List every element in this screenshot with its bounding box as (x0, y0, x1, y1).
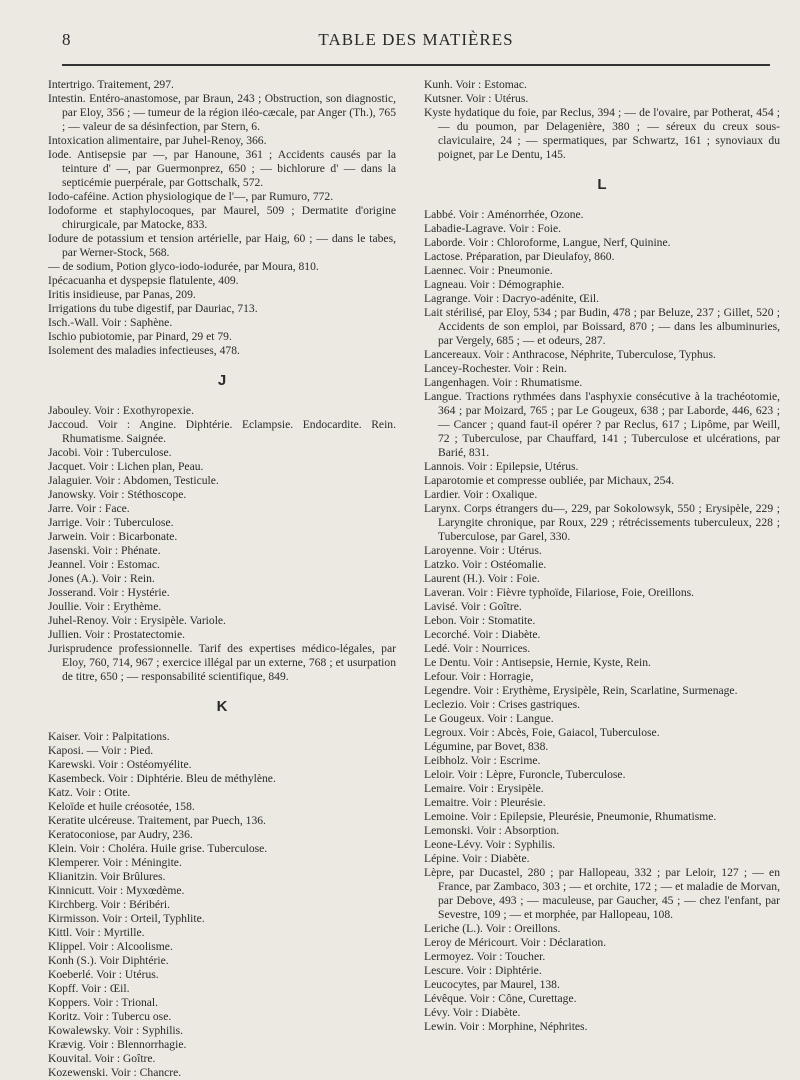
index-entry: Josserand. Voir : Hystérie. (48, 586, 170, 599)
index-entry: Klemperer. Voir : Méningite. (48, 856, 182, 869)
right-column (424, 78, 780, 1034)
index-entry: Lagrange. Voir : Dacryo-adénite, Œil. (424, 292, 600, 305)
index-entry: Kirmisson. Voir : Orteil, Typhlite. (48, 912, 205, 925)
letter-heading-k: K (216, 698, 228, 715)
index-entry: Lewin. Voir : Morphine, Néphrites. (424, 1020, 588, 1033)
index-entry: Intestin. Entéro-anastomose, par Braun, 243 ; Obstruction, son diagnostic, par Eloy, 356 ; — tumeur de la région iléo-cæcale, par Anger (Th.), 765 ; — valeur de sa désinfection, par Stern, 6. (48, 92, 396, 133)
index-entry: Kunh. Voir : Estomac. (424, 78, 527, 91)
index-entry: Jullien. Voir : Prostatectomie. (48, 628, 186, 641)
index-entry: Langenhagen. Voir : Rhumatisme. (424, 376, 583, 389)
index-entry: Labbé. Voir : Aménorrhée, Ozone. (424, 208, 584, 221)
index-entry: Lermoyez. Voir : Toucher. (424, 950, 546, 963)
page-title: TABLE DES MATIÈRES (318, 30, 514, 49)
index-entry: Klianitzin. Voir Brûlures. (48, 870, 166, 883)
entries-l (424, 208, 780, 1034)
index-entry: Kouvital. Voir : Goître. (48, 1052, 156, 1065)
index-entry: Langue. Tractions rythmées dans l'asphyxie consécutive à la trachéotomie, 364 ; par Moizard, 765 ; par Le Gougeux, 638 ; par Laborde, 446, 623 ; — Cancer ; quand faut-il opérer ? par Reclus, 617 ; Lipôme, par Weill, 72 ; Tuberculose, par Chauffard, 141 ; Tuberculose et ulcérations, par Barié, 831. (424, 390, 780, 459)
index-entry: Laparotomie et compresse oubliée, par Michaux, 254. (424, 474, 675, 487)
index-entry: Koppers. Voir : Trional. (48, 996, 159, 1009)
index-entry: Lavisé. Voir : Goître. (424, 600, 522, 613)
index-entry: Iodure de potassium et tension artérielle, par Haig, 60 ; — dans le tabes, par Werner-Stock, 568. (48, 232, 396, 259)
index-entry: Jeannel. Voir : Estomac. (48, 558, 160, 571)
index-entry: Keratoconiose, par Audry, 236. (48, 828, 193, 841)
index-entry: Ischio pubiotomie, par Pinard, 29 et 79. (48, 330, 232, 343)
index-entry: Koeberlé. Voir : Utérus. (48, 968, 159, 981)
index-entry: Konh (S.). Voir Diphtérie. (48, 954, 169, 967)
index-entry: — de sodium, Potion glyco-iodo-iodurée, par Moura, 810. (48, 260, 319, 273)
index-entry: Isolement des maladies infectieuses, 478. (48, 344, 240, 357)
index-entry: Jarre. Voir : Face. (48, 502, 130, 515)
index-entry: Lecorché. Voir : Diabète. (424, 628, 541, 641)
entries-j (48, 404, 396, 684)
index-entry: Leclezio. Voir : Crises gastriques. (424, 698, 581, 711)
index-entry: Laborde. Voir : Chloroforme, Langue, Nerf, Quinine. (424, 236, 671, 249)
index-entry: Iodoforme et staphylocoques, par Maurel, 509 ; Dermatite d'origine chirurgicale, par Matocke, 833. (48, 204, 396, 231)
index-entry: Lancey-Rochester. Voir : Rein. (424, 362, 567, 375)
index-entry: Légumine, par Bovet, 838. (424, 740, 549, 753)
index-entry: Laroyenne. Voir : Utérus. (424, 544, 542, 557)
index-entry: Lemaire. Voir : Erysipèle. (424, 782, 544, 795)
index-entry: Iritis insidieuse, par Panas, 209. (48, 288, 196, 301)
index-entry: Laennec. Voir : Pneumonie. (424, 264, 553, 277)
index-entry: Jaccoud. Voir : Angine. Diphtérie. Eclampsie. Endocardite. Rein. Rhumatisme. Saignée. (48, 418, 396, 445)
index-entry: Ledé. Voir : Nourrices. (424, 642, 531, 655)
index-entry: Lait stérilisé, par Eloy, 534 ; par Budin, 478 ; par Beluze, 237 ; Gillet, 520 ; Accidents de son emploi, par Boissard, 870 ; — dans les albuminuries, par Vergely, 685 ; — et odeurs, 287. (424, 306, 780, 347)
index-entry: Lactose. Préparation, par Dieulafoy, 860. (424, 250, 615, 263)
index-entry: Latzko. Voir : Ostéomalie. (424, 558, 547, 571)
index-entry: Keloïde et huile créosotée, 158. (48, 800, 195, 813)
index-entry: Jarrige. Voir : Tuberculose. (48, 516, 174, 529)
index-entry: Jasenski. Voir : Phénate. (48, 544, 161, 557)
index-entry: Larynx. Corps étrangers du—, 229, par Sokolowsyk, 550 ; Erysipèle, 229 ; Laryngite chronique, par Roux, 229 ; rétrécissements tuberculeux, 228 ; Tuberculose, par Garel, 330. (424, 502, 780, 543)
entries-i (48, 78, 396, 358)
index-entry: Jarwein. Voir : Bicarbonate. (48, 530, 178, 543)
index-entry: Le Dentu. Voir : Antisepsie, Hernie, Kyste, Rein. (424, 656, 651, 669)
letter-heading-l: L (597, 176, 607, 193)
index-entry: Ipécacuanha et dyspepsie flatulente, 409. (48, 274, 239, 287)
index-entry: Iodo-caféine. Action physiologique de l'—, par Rumuro, 772. (48, 190, 334, 203)
entries-k (48, 730, 396, 1080)
index-entry: Legendre. Voir : Erythème, Erysipèle, Rein, Scarlatine, Surmenage. (424, 684, 738, 697)
index-entry: Lagneau. Voir : Démographie. (424, 278, 565, 291)
index-entry: Jurisprudence professionnelle. Tarif des expertises médico-légales, par Eloy, 760, 714, 967 ; exercice illégal par un externe, 768 ; et usurpation de titre, 650 ; — responsabilité scientifique, 849. (48, 642, 396, 683)
index-entry: Kasembeck. Voir : Diphtérie. Bleu de méthylène. (48, 772, 276, 785)
index-entry: Kaposi. — Voir : Pied. (48, 744, 154, 757)
index-entry: Legroux. Voir : Abcès, Foie, Gaiacol, Tuberculose. (424, 726, 660, 739)
left-column (48, 78, 396, 1080)
index-entry: Kaiser. Voir : Palpitations. (48, 730, 170, 743)
index-entry: Jabouley. Voir : Exothyropexie. (48, 404, 194, 417)
index-entry: Koritz. Voir : Tubercu ose. (48, 1010, 172, 1023)
index-entry: Joullie. Voir : Erythème. (48, 600, 162, 613)
index-entry: Karewski. Voir : Ostéomyélite. (48, 758, 192, 771)
index-entry: Leroy de Méricourt. Voir : Déclaration. (424, 936, 607, 949)
index-entry: Lardier. Voir : Oxalique. (424, 488, 538, 501)
index-entry: Lebon. Voir : Stomatite. (424, 614, 536, 627)
index-entry: Kyste hydatique du foie, par Reclus, 394 ; — de l'ovaire, par Potherat, 454 ; — du poumon, par Delagenière, 380 ; — séreux du creux sous-claviculaire, 24 ; — spermatiques, par Schwartz, 161 ; synoviaux du poignet, par Le Dentu, 145. (424, 106, 780, 161)
index-entry: Klippel. Voir : Alcoolisme. (48, 940, 173, 953)
index-entry: Leibholz. Voir : Escrime. (424, 754, 541, 767)
index-entry: Jalaguier. Voir : Abdomen, Testicule. (48, 474, 219, 487)
index-entry: Lemoine. Voir : Epilepsie, Pleurésie, Pneumonie, Rhumatisme. (424, 810, 717, 823)
index-entry: Kinnicutt. Voir : Myxœdème. (48, 884, 185, 897)
entries-k-continued (424, 78, 780, 162)
index-entry: Kozewenski. Voir : Chancre. (48, 1066, 182, 1079)
index-entry: Kittl. Voir : Myrtille. (48, 926, 145, 939)
index-entry: Intertrigo. Traitement, 297. (48, 78, 174, 91)
index-entry: Kutsner. Voir : Utérus. (424, 92, 529, 105)
index-entry: Katz. Voir : Otite. (48, 786, 131, 799)
index-entry: Isch.-Wall. Voir : Saphène. (48, 316, 173, 329)
index-entry: Lemonski. Voir : Absorption. (424, 824, 560, 837)
index-entry: Irrigations du tube digestif, par Dauriac, 713. (48, 302, 258, 315)
index-entry: Jacobi. Voir : Tuberculose. (48, 446, 172, 459)
index-entry: Lépine. Voir : Diabète. (424, 852, 530, 865)
index-entry: Laveran. Voir : Fièvre typhoïde, Filariose, Foie, Oreillons. (424, 586, 695, 599)
index-entry: Labadie-Lagrave. Voir : Foie. (424, 222, 562, 235)
index-entry: Keratite ulcéreuse. Traitement, par Puech, 136. (48, 814, 266, 827)
index-entry: Lancereaux. Voir : Anthracose, Néphrite, Tuberculose, Typhus. (424, 348, 716, 361)
index-entry: Lemaitre. Voir : Pleurésie. (424, 796, 546, 809)
index-entry: Kowalewsky. Voir : Syphilis. (48, 1024, 184, 1037)
index-entry: Juhel-Renoy. Voir : Erysipèle. Variole. (48, 614, 226, 627)
index-entry: Leloir. Voir : Lèpre, Furoncle, Tuberculose. (424, 768, 626, 781)
index-entry: Klein. Voir : Choléra. Huile grise. Tuberculose. (48, 842, 268, 855)
index-entry: Lévêque. Voir : Cône, Curettage. (424, 992, 577, 1005)
index-entry: Jones (A.). Voir : Rein. (48, 572, 155, 585)
index-entry: Iode. Antisepsie par —, par Hanoune, 361 ; Accidents causés par la teinture d' —, par Guermonprez, 650 ; — bichlorure d' — dans la septicémie puerpérale, par Gottschalk, 572. (48, 148, 396, 189)
index-entry: Kopff. Voir : Œil. (48, 982, 130, 995)
index-entry: Intoxication alimentaire, par Juhel-Renoy, 366. (48, 134, 267, 147)
index-entry: Lefour. Voir : Horragie, (424, 670, 534, 683)
index-entry: Kirchberg. Voir : Béribéri. (48, 898, 171, 911)
index-entry: Leriche (L.). Voir : Oreillons. (424, 922, 561, 935)
page-number: 8 (62, 30, 71, 49)
index-entry: Jacquet. Voir : Lichen plan, Peau. (48, 460, 204, 473)
index-entry: Leucocytes, par Maurel, 138. (424, 978, 560, 991)
header-rule (62, 64, 770, 66)
index-entry: Lannois. Voir : Epilepsie, Utérus. (424, 460, 579, 473)
index-entry: Lescure. Voir : Diphtérie. (424, 964, 542, 977)
page-header (62, 26, 770, 56)
index-entry: Leone-Lévy. Voir : Syphilis. (424, 838, 556, 851)
index-entry: Janowsky. Voir : Stéthoscope. (48, 488, 187, 501)
index-entry: Lévy. Voir : Diabète. (424, 1006, 521, 1019)
index-entry: Laurent (H.). Voir : Foie. (424, 572, 540, 585)
letter-heading-j: J (217, 372, 227, 389)
index-entry: Le Gougeux. Voir : Langue. (424, 712, 554, 725)
index-entry: Lèpre, par Ducastel, 280 ; par Hallopeau, 332 ; par Leloir, 127 ; — en France, par Zambaco, 303 ; — et orchite, 172 ; — et maladie de Morvan, par Debove, 493 ; — maculeuse, par Gaucher, 45 ; — chez l'enfant, par Sevestre, 109 ; — et morphée, par Hallopeau, 108. (424, 866, 780, 921)
index-entry: Krævig. Voir : Blennorrhagie. (48, 1038, 187, 1051)
